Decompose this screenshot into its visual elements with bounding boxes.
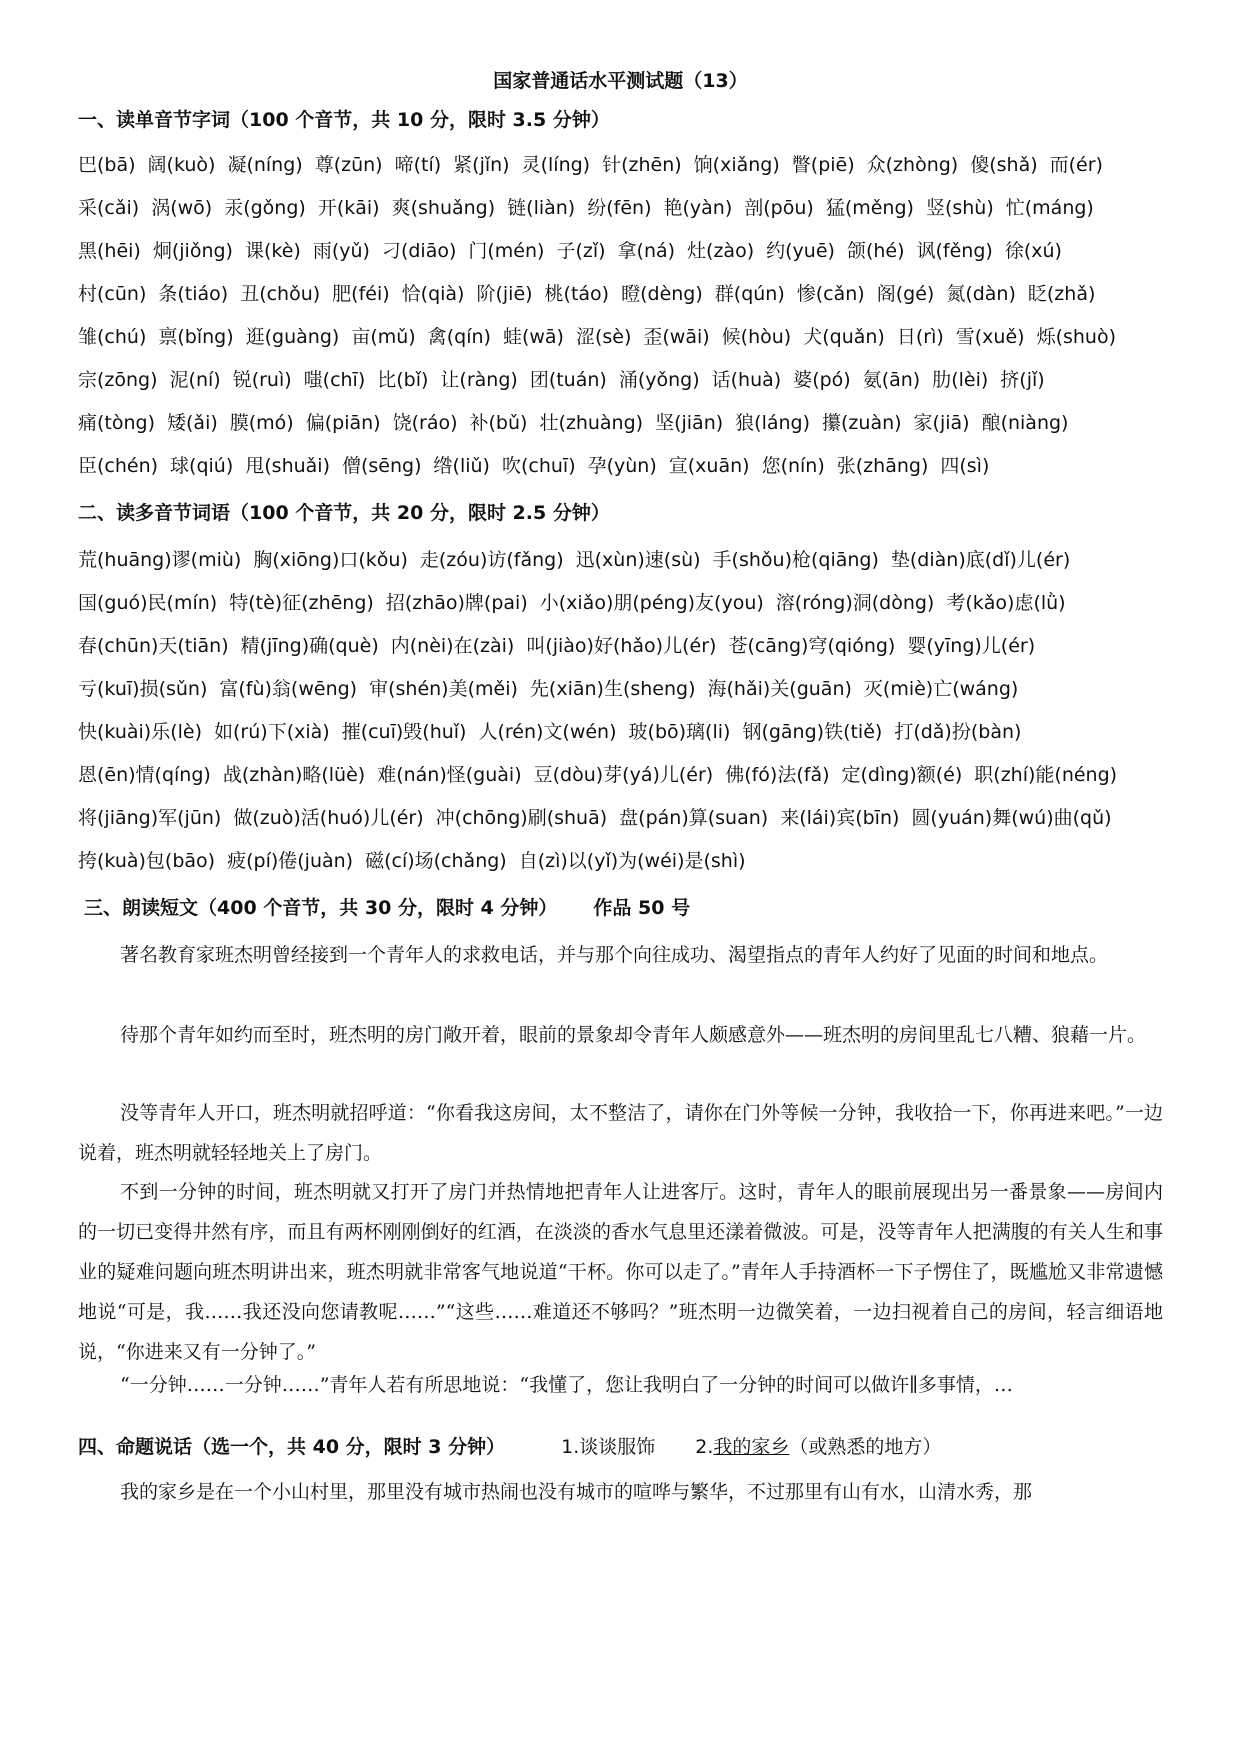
- word-item: 子(zǐ): [556, 240, 606, 262]
- word-item: 蛙(wā): [502, 326, 564, 348]
- word-item: 丑(chǒu): [240, 283, 321, 305]
- word-item: 灵(líng): [521, 154, 591, 176]
- word-item: 惨(cǎn): [796, 283, 865, 305]
- word-row: [78, 634, 1178, 658]
- word-item: 逛(guàng): [245, 326, 340, 348]
- word-item: 走(zóu)访(fǎng): [419, 549, 564, 571]
- word-item: 涡(wō): [151, 197, 213, 219]
- word-item: 婴(yīng)儿(ér): [907, 635, 1036, 657]
- word-item: 快(kuài)乐(lè): [78, 721, 203, 743]
- word-item: 痛(tòng): [78, 412, 156, 434]
- word-item: 矮(ǎi): [167, 412, 218, 434]
- word-item: 佛(fó)法(fǎ): [725, 764, 830, 786]
- word-item: 饶(ráo): [392, 412, 458, 434]
- word-row: [78, 591, 1178, 615]
- word-item: 将(jiāng)军(jūn): [78, 807, 222, 829]
- word-item: 垫(diàn)底(dǐ)儿(ér): [890, 549, 1071, 571]
- word-item: 孕(yùn): [587, 455, 657, 477]
- word-row: [78, 411, 1178, 435]
- word-item: 绺(liǔ): [433, 455, 490, 477]
- word-item: 禀(bǐng): [158, 326, 234, 348]
- section-4-heading: [78, 1432, 941, 1459]
- word-item: 歪(wāi): [643, 326, 710, 348]
- word-item: 傻(shǎ): [970, 154, 1038, 176]
- word-item: 烁(shuò): [1036, 326, 1117, 348]
- topic-2-note: （或熟悉的地方）: [789, 1436, 942, 1458]
- word-item: 春(chūn)天(tiān): [78, 635, 229, 657]
- word-item: 巴(bā): [78, 154, 136, 176]
- word-item: 吹(chuī): [501, 455, 576, 477]
- word-item: 刁(diāo): [381, 240, 457, 262]
- word-item: 偏(piān): [305, 412, 381, 434]
- word-item: 涩(sè): [575, 326, 632, 348]
- word-item: 灭(miè)亡(wáng): [863, 678, 1019, 700]
- word-row: [78, 325, 1178, 349]
- word-item: 打(dǎ)扮(bàn): [894, 721, 1022, 743]
- word-item: 球(qiú): [170, 455, 234, 477]
- word-item: 竖(shù): [925, 197, 994, 219]
- word-item: 黑(hēi): [78, 240, 141, 262]
- word-item: 比(bǐ): [377, 369, 429, 391]
- word-item: 摧(cuī)毁(huǐ): [341, 721, 467, 743]
- word-item: 迅(xùn)速(sù): [575, 549, 701, 571]
- word-item: 壮(zhuàng): [539, 412, 644, 434]
- word-item: 臣(chén): [78, 455, 159, 477]
- word-item: 阔(kuò): [147, 154, 216, 176]
- word-item: 如(rú)下(xià): [214, 721, 330, 743]
- word-item: 泥(ní): [169, 369, 221, 391]
- word-item: 挤(jǐ): [1000, 369, 1045, 391]
- word-item: 紧(jǐn): [453, 154, 510, 176]
- word-item: 讽(fěng): [916, 240, 993, 262]
- word-item: 考(kǎo)虑(lǜ): [946, 592, 1066, 614]
- word-item: 宗(zōng): [78, 369, 158, 391]
- word-item: 国(guó)民(mín): [78, 592, 218, 614]
- word-item: 约(yuē): [766, 240, 835, 262]
- word-item: 定(dìng)额(é): [841, 764, 963, 786]
- word-item: 叫(jiào)好(hǎo)儿(ér): [526, 635, 717, 657]
- word-item: 话(huà): [711, 369, 782, 391]
- word-item: 群(qún): [714, 283, 785, 305]
- word-item: 瞪(dèng): [621, 283, 703, 305]
- word-row: [78, 677, 1178, 701]
- topic-1: 1.谈谈服饰: [561, 1436, 656, 1458]
- word-item: 链(liàn): [507, 197, 576, 219]
- word-item: 内(nèi)在(zài): [390, 635, 515, 657]
- word-item: 四(sì): [940, 455, 990, 477]
- word-item: 氮(dàn): [946, 283, 1016, 305]
- word-row: [78, 368, 1178, 392]
- word-item: 氨(ān): [862, 369, 921, 391]
- word-item: 肥(féi): [332, 283, 390, 305]
- word-row: [78, 806, 1178, 830]
- section-1-heading: 一、读单音节字词（100 个音节，共 10 分，限时 3.5 分钟）: [78, 109, 610, 131]
- section-3-heading: [84, 893, 690, 920]
- word-item: 涌(yǒng): [618, 369, 700, 391]
- word-item: 阁(gé): [876, 283, 935, 305]
- word-item: 拿(ná): [617, 240, 676, 262]
- word-item: 招(zhāo)牌(pai): [385, 592, 528, 614]
- word-item: 家(jiā): [913, 412, 970, 434]
- section-3-title: 三、朗读短文（400 个音节，共 30 分，限时 4 分钟）: [84, 897, 558, 919]
- word-item: 犬(quǎn): [803, 326, 885, 348]
- word-item: 猛(měng): [825, 197, 914, 219]
- word-item: 阶(jiē): [476, 283, 533, 305]
- word-item: 禽(qín): [427, 326, 491, 348]
- topic-2-title: 我的家乡: [713, 1436, 790, 1458]
- word-item: 雨(yǔ): [312, 240, 370, 262]
- word-row: [78, 153, 1178, 177]
- word-item: 纷(fēn): [587, 197, 652, 219]
- word-item: 玻(bō)璃(li): [628, 721, 731, 743]
- word-row: [78, 282, 1178, 306]
- word-item: 审(shén)美(měi): [369, 678, 518, 700]
- word-item: 课(kè): [244, 240, 301, 262]
- word-item: 先(xiān)生(sheng): [529, 678, 696, 700]
- word-item: 疲(pí)倦(juàn): [227, 850, 354, 872]
- word-row: [78, 454, 1178, 478]
- word-item: 坚(jiān): [655, 412, 724, 434]
- word-item: 灶(zào): [687, 240, 755, 262]
- word-item: 膜(mó): [229, 412, 294, 434]
- word-item: 磁(cí)场(chǎng): [365, 850, 507, 872]
- word-item: 钢(gāng)铁(tiě): [742, 721, 883, 743]
- word-item: 特(tè)征(zhēng): [229, 592, 374, 614]
- word-row: [78, 548, 1178, 572]
- word-item: 亏(kuī)损(sǔn): [78, 678, 208, 700]
- word-item: 小(xiǎo)朋(péng)友(you): [539, 592, 764, 614]
- word-item: 难(nán)怪(guài): [377, 764, 522, 786]
- word-item: 汞(gǒng): [224, 197, 306, 219]
- word-item: 富(fù)翁(wēng): [219, 678, 358, 700]
- word-item: 职(zhí)能(néng): [974, 764, 1118, 786]
- word-item: 亩(mǔ): [351, 326, 416, 348]
- word-item: 攥(zuàn): [822, 412, 902, 434]
- word-item: 冲(chōng)刷(shuā): [435, 807, 608, 829]
- word-item: 雪(xuě): [955, 326, 1025, 348]
- word-item: 针(zhēn): [602, 154, 682, 176]
- word-item: 让(ràng): [440, 369, 518, 391]
- word-item: 颌(hé): [846, 240, 905, 262]
- word-item: 豆(dòu)芽(yá)儿(ér): [533, 764, 714, 786]
- word-item: 酿(niàng): [981, 412, 1069, 434]
- word-item: 恰(qià): [401, 283, 465, 305]
- word-row: [78, 849, 1178, 873]
- passage-paragraph: “一分钟……一分钟……”青年人若有所思地说：“我懂了，您让我明白了一分钟的时间可以做许∥多事情，…: [120, 1374, 1013, 1396]
- word-item: 徐(xú): [1004, 240, 1062, 262]
- word-item: 众(zhòng): [866, 154, 959, 176]
- word-row: [78, 239, 1178, 263]
- word-item: 荒(huāng)谬(miù): [78, 549, 242, 571]
- word-item: 团(tuán): [529, 369, 607, 391]
- page-title: 国家普通话水平测试题（13）: [493, 70, 748, 92]
- word-item: 村(cūn): [78, 283, 147, 305]
- word-item: 甩(shuǎi): [245, 455, 330, 477]
- word-item: 战(zhàn)略(lüè): [222, 764, 366, 786]
- word-item: 婆(pó): [793, 369, 851, 391]
- word-item: 桃(táo): [544, 283, 610, 305]
- word-item: 肋(lèi): [932, 369, 989, 391]
- word-item: 手(shǒu)枪(qiāng): [712, 549, 879, 571]
- word-item: 剖(pōu): [744, 197, 814, 219]
- word-item: 圆(yuán)舞(wú)曲(qǔ): [911, 807, 1112, 829]
- word-item: 锐(ruì): [232, 369, 292, 391]
- word-row: [78, 720, 1178, 744]
- word-item: 瞥(piē): [791, 154, 855, 176]
- word-item: 条(tiáo): [158, 283, 229, 305]
- word-item: 僧(sēng): [342, 455, 422, 477]
- passage-paragraph: 不到一分钟的时间，班杰明就又打开了房门并热情地把青年人让进客厅。这时，青年人的眼前展现出另一番景象——房间内的一切已变得井然有序，而且有两杯刚刚倒好的红酒，在淡淡的香水气息里还漾着微波。可是，没等青年人把满腹的有关人生和事业的疑难问题向班杰明讲出来，班杰明就非常客气地说道“干杯。你可以走了。”青年人手持酒杯一下子愣住了，既尴尬又非常遗憾地说“可是，我……我还没向您请教呢……”“这些……难道还不够吗？”班杰明一边微笑着，一边扫视着自己的房间，轻言细语地说，“你进来又有一分钟了。”: [78, 1181, 1163, 1363]
- topic-2-number: 2.: [695, 1436, 714, 1458]
- word-item: 候(hòu): [721, 326, 792, 348]
- word-row: [78, 196, 1178, 220]
- word-item: 人(rén)文(wén): [478, 721, 617, 743]
- word-item: 忙(máng): [1005, 197, 1094, 219]
- word-item: 尊(zūn): [314, 154, 383, 176]
- word-item: 采(cǎi): [78, 197, 140, 219]
- word-item: 海(hǎi)关(guān): [707, 678, 852, 700]
- word-item: 狼(láng): [735, 412, 811, 434]
- word-item: 啼(tí): [394, 154, 442, 176]
- word-item: 凝(níng): [227, 154, 303, 176]
- word-item: 日(rì): [896, 326, 944, 348]
- word-item: 精(jīng)确(què): [240, 635, 379, 657]
- word-item: 饷(xiǎng): [693, 154, 780, 176]
- passage-paragraph: 著名教育家班杰明曾经接到一个青年人的求救电话，并与那个向往成功、渴望指点的青年人约好了见面的时间和地点。: [120, 944, 1109, 966]
- word-item: 盘(pán)算(suan): [619, 807, 769, 829]
- talk-text: 我的家乡是在一个小山村里，那里没有城市热闹也没有城市的喧哗与繁华，不过那里有山有水，山清水秀，那: [120, 1481, 1033, 1503]
- word-item: 爽(shuǎng): [391, 197, 496, 219]
- passage-paragraph: 没等青年人开口，班杰明就招呼道：“你看我这房间，太不整洁了，请你在门外等候一分钟，我收拾一下，你再进来吧。”一边说着，班杰明就轻轻地关上了房门。: [78, 1102, 1163, 1164]
- word-item: 嗤(chī): [303, 369, 366, 391]
- word-item: 门(mén): [468, 240, 545, 262]
- word-item: 做(zuò)活(huó)儿(ér): [233, 807, 424, 829]
- word-item: 炯(jiǒng): [152, 240, 233, 262]
- word-item: 张(zhāng): [836, 455, 929, 477]
- word-item: 恩(ēn)情(qíng): [78, 764, 211, 786]
- section-4-title: 四、命题说话（选一个，共 40 分，限时 3 分钟）: [78, 1436, 506, 1458]
- word-item: 补(bǔ): [469, 412, 528, 434]
- word-item: 而(ér): [1049, 154, 1103, 176]
- word-item: 开(kāi): [317, 197, 380, 219]
- word-item: 宣(xuān): [668, 455, 750, 477]
- word-item: 自(zì)以(yǐ)为(wéi)是(shì): [518, 850, 746, 872]
- word-item: 您(nín): [761, 455, 825, 477]
- word-item: 来(lái)宾(bīn): [780, 807, 900, 829]
- word-item: 艳(yàn): [663, 197, 733, 219]
- word-item: 溶(róng)洞(dòng): [775, 592, 935, 614]
- section-2-heading: 二、读多音节词语（100 个音节，共 20 分，限时 2.5 分钟）: [78, 502, 610, 524]
- word-item: 挎(kuà)包(bāo): [78, 850, 216, 872]
- word-row: [78, 763, 1178, 787]
- word-item: 眨(zhǎ): [1027, 283, 1096, 305]
- work-number: 作品 50 号: [593, 897, 691, 919]
- word-item: 苍(cāng)穹(qióng): [728, 635, 896, 657]
- word-item: 雏(chú): [78, 326, 147, 348]
- word-item: 胸(xiōng)口(kǒu): [253, 549, 408, 571]
- passage-paragraph: 待那个青年如约而至时，班杰明的房门敞开着，眼前的景象却令青年人颇感意外——班杰明的房间里乱七八糟、狼藉一片。: [120, 1024, 1147, 1046]
